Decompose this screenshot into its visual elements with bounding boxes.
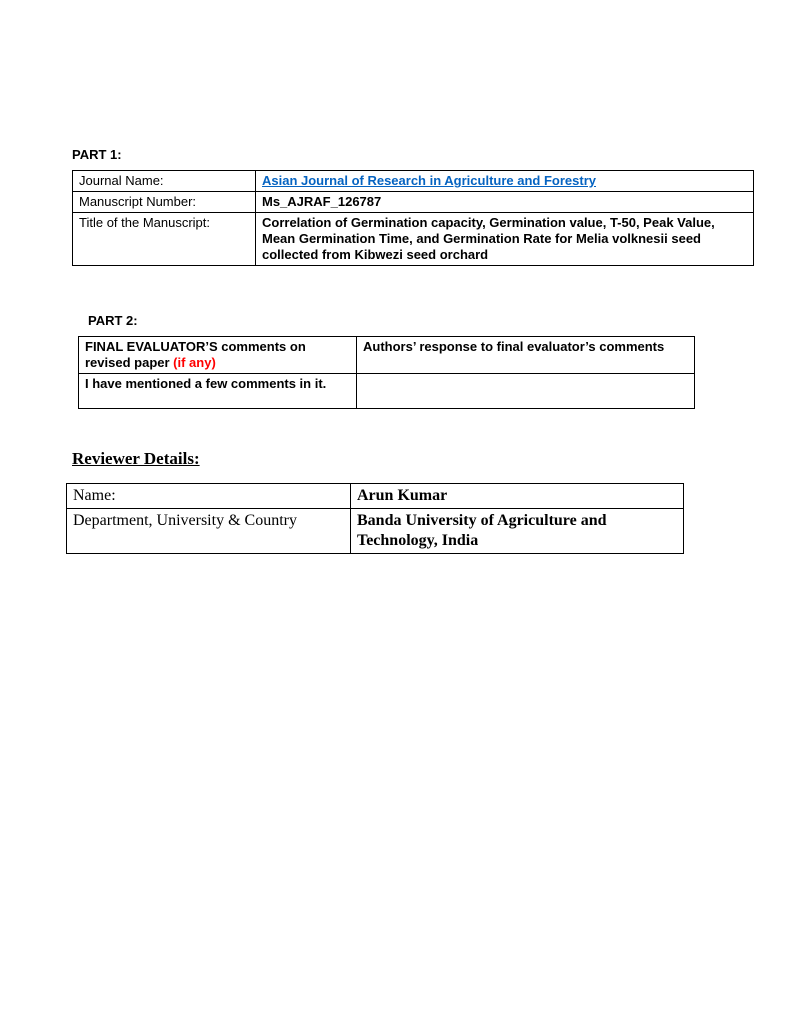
final-evaluator-comments-header: [79, 337, 357, 374]
reviewer-affiliation-value: Banda University of Agriculture and Technology, India: [351, 509, 684, 554]
manuscript-number-label: Manuscript Number:: [73, 192, 256, 213]
manuscript-title-label: Title of the Manuscript:: [73, 213, 256, 266]
journal-name-label: Journal Name:: [73, 171, 256, 192]
final-evaluator-comments-text: FINAL EVALUATOR’S comments on revised paper: [85, 339, 306, 370]
part2-section: [72, 313, 727, 409]
reviewer-details-heading: Reviewer Details:: [72, 449, 200, 468]
reviewer-affiliation-label: Department, University & Country: [67, 509, 351, 554]
part1-row-manuscript-number: [73, 192, 754, 213]
evaluator-comment-cell: I have mentioned a few comments in it.: [79, 374, 357, 409]
part1-row-manuscript-title: [73, 213, 754, 266]
part2-header-row: [79, 337, 695, 374]
if-any-note: (if any): [169, 355, 216, 370]
reviewer-row-affiliation: [67, 509, 684, 554]
part2-content-row: [79, 374, 695, 409]
manuscript-title-value: Correlation of Germination capacity, Germination value, T-50, Peak Value, Mean Germination Time, and Germination Rate for Melia volknesii seed collected from Kibwezi seed orchard: [256, 213, 754, 266]
reviewer-table: [66, 483, 684, 554]
authors-response-cell: [357, 374, 695, 409]
reviewer-row-name: [67, 484, 684, 509]
part2-heading: PART 2:: [88, 313, 138, 328]
journal-name-link[interactable]: Asian Journal of Research in Agriculture and Forestry: [262, 173, 596, 188]
reviewer-section: [72, 449, 727, 554]
part1-heading: PART 1:: [72, 147, 122, 162]
part2-table: [78, 336, 695, 409]
reviewer-name-label: Name:: [67, 484, 351, 509]
part1-row-journal-name: [73, 171, 754, 192]
journal-name-cell: [256, 171, 754, 192]
reviewer-name-value: Arun Kumar: [351, 484, 684, 509]
part1-table: [72, 170, 754, 266]
authors-response-header: Authors’ response to final evaluator’s comments: [357, 337, 695, 374]
manuscript-number-value: Ms_AJRAF_126787: [256, 192, 754, 213]
